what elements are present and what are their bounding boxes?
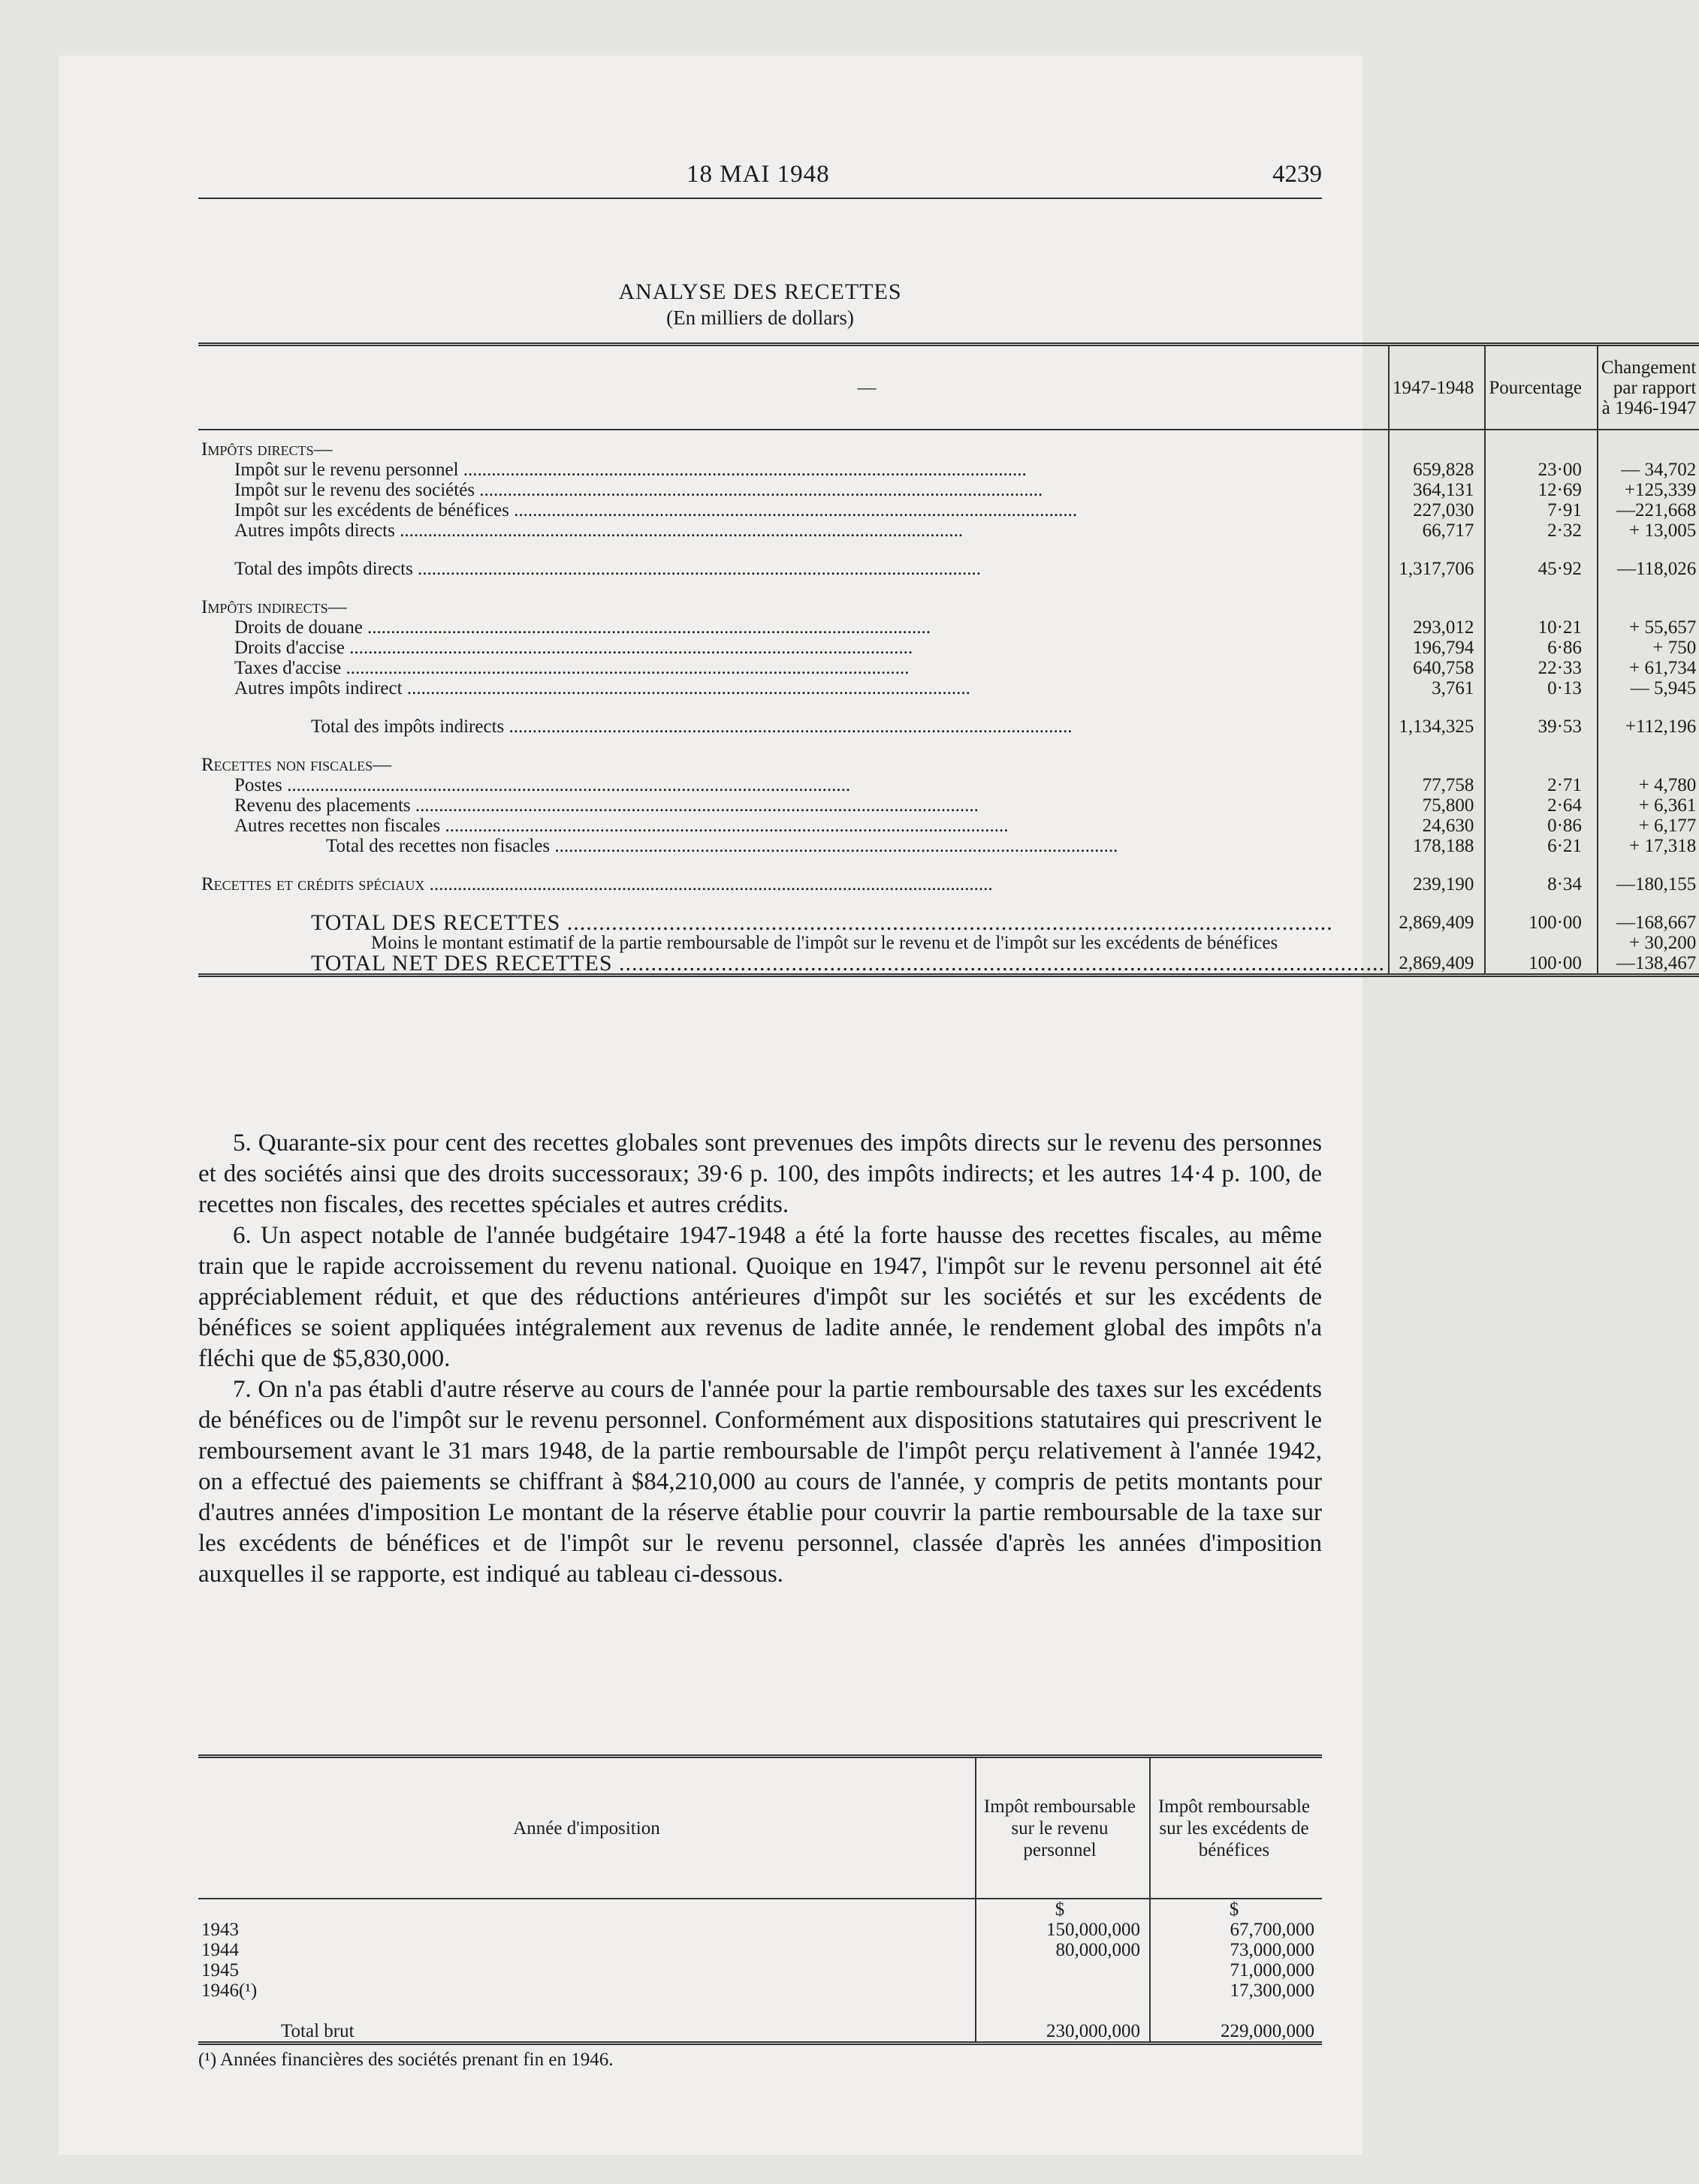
header-date: 18 MAI 1948	[687, 161, 830, 188]
spacer-row	[198, 698, 1699, 716]
body-text	[198, 1128, 1322, 1590]
page	[59, 56, 1697, 2155]
table-row: Droits de douane ........................................................................................................................ 293,012 10·21 + 55,657	[198, 617, 1699, 638]
revenue-table	[198, 342, 1699, 977]
col-header-tax-year: Année d'imposition	[198, 1757, 976, 1899]
col-header-change	[1598, 345, 1699, 430]
col-header-change-line1: Changement	[1601, 357, 1697, 378]
col-header-personal: Impôt remboursable sur le revenu personnel	[976, 1757, 1150, 1899]
revenue-table-header	[198, 345, 1699, 430]
spacer-row	[198, 856, 1699, 874]
table-row: 1943 150,000,000 67,700,000	[198, 1920, 1322, 1940]
less-refundable-row: Moins le montant estimatif de la partie remboursable de l'impôt sur le revenu et de l'impôt sur les excédents de bénéfices + 30,200	[198, 933, 1699, 953]
col-header-year: 1947-1948	[1389, 345, 1485, 430]
col-header-item: —	[198, 345, 1389, 430]
col-header-excess: Impôt remboursable sur les excédents de bénéfices	[1150, 1757, 1322, 1899]
page-header	[198, 153, 1322, 188]
col-header-change-line2: par rapport	[1613, 377, 1697, 398]
paragraph-5: 5. Quarante-six pour cent des recettes globales sont prevenues des impôts directs sur le revenu des personnes et des sociétés ainsi que des droits successoraux; 39·6 p. 100, des impôts indirects; et les autres 14·4 p. 100, de recettes non fiscales, des recettes spéciales et autres crédits.	[198, 1130, 1322, 1218]
table-row: Autres impôts indirect ........................................................................................................................ 3,761 0·13 — 5,945	[198, 678, 1699, 698]
currency-symbol: $	[1150, 1899, 1322, 1920]
total-row-indirect: Total des impôts indirects ........................................................................................................................ 1,134,325 39·53 +112,196	[198, 716, 1699, 737]
paragraph-6: 6. Un aspect notable de l'année budgétaire 1947-1948 a été la forte hausse des recettes fiscales, au même train que le rapide accroissement du revenu national. Quoique en 1947, l'impôt sur le revenu personnel ait été appréciablement réduit, et que des réductions antérieures d'impôt sur les sociétés et sur les excédents de bénéfices se soient appliquées intégralement aux revenus de ladite année, le rendement global des impôts n'a fléchi que de $5,830,000.	[198, 1222, 1322, 1372]
footnote: (¹) Années financières des sociétés prenant fin en 1946.	[198, 2050, 614, 2070]
currency-symbol: $	[976, 1899, 1150, 1920]
col-header-percentage: Pourcentage	[1485, 345, 1598, 430]
spacer-row	[198, 430, 1699, 439]
table-row: 1946(¹) 17,300,000	[198, 1980, 1322, 2001]
section-heading-indirect: Impôts indirects—	[198, 597, 1699, 617]
table-row: Postes ........................................................................................................................ 77,758 2·71 + 4,780	[198, 775, 1699, 795]
header-rule	[198, 198, 1322, 199]
col-header-change-line3: à 1946-1947	[1601, 397, 1697, 418]
total-row-direct: Total des impôts directs ........................................................................................................................ 1,317,706 45·92 —118,026	[198, 559, 1699, 579]
table-row: Impôt sur le revenu personnel ........................................................................................................................ 659,828 23·00 — 34,702	[198, 460, 1699, 480]
table-row: 1945 71,000,000	[198, 1960, 1322, 1980]
table-row: Droits d'accise ........................................................................................................................ 196,794 6·86 + 750	[198, 638, 1699, 658]
table-row: Revenu des placements ........................................................................................................................ 75,800 2·64 + 6,361	[198, 795, 1699, 816]
spacer-row	[198, 541, 1699, 559]
refund-total-row: Total brut 230,000,000 229,000,000	[198, 2021, 1322, 2044]
table-row: Impôt sur le revenu des sociétés ........................................................................................................................ 364,131 12·69 +125,339	[198, 480, 1699, 500]
total-row-nontax: Total des recettes non fisacles ........................................................................................................................ 178,188 6·21 + 17,318	[198, 836, 1699, 856]
table-row: Impôt sur les excédents de bénéfices ........................................................................................................................ 227,030 7·91 —221,668	[198, 500, 1699, 520]
refund-table	[198, 1754, 1322, 2045]
table-row: Taxes d'accise ........................................................................................................................ 640,758 22·33 + 61,734	[198, 658, 1699, 678]
table-row: Autres impôts directs ........................................................................................................................ 66,717 2·32 + 13,005	[198, 520, 1699, 541]
special-row: Recettes et crédits spéciaux ........................................................................................................................ 239,190 8·34 —180,155	[198, 874, 1699, 894]
header-page-number: 4239	[1272, 161, 1322, 188]
spacer-row	[198, 737, 1699, 755]
currency-row	[198, 1899, 1322, 1920]
revenue-table-title: ANALYSE DES RECETTES	[618, 279, 902, 304]
table-row: Autres recettes non fiscales ........................................................................................................................ 24,630 0·86 + 6,177	[198, 816, 1699, 836]
refund-table-header	[198, 1757, 1322, 1899]
spacer-row	[198, 2001, 1322, 2021]
section-heading-nontax: Recettes non fiscales—	[198, 755, 1699, 775]
grand-total-row: TOTAL DES RECETTES ........................................................................................................................ 2,869,409 100·00 —168,667	[198, 913, 1699, 933]
table-row: 1944 80,000,000 73,000,000	[198, 1940, 1322, 1960]
net-total-row: TOTAL NET DES RECETTES ........................................................................................................................ 2,869,409 100·00 —138,467	[198, 953, 1699, 976]
paragraph-7: 7. On n'a pas établi d'autre réserve au cours de l'année pour la partie remboursable des taxes sur les excédents de bénéfices ou de l'impôt sur le revenu personnel. Conformément aux dispositions statutaires qui prescrivent le remboursement avant le 31 mars 1948, de la partie remboursable de l'impôt perçu relativement à l'année 1942, on a effectué des paiements se chiffrant à $84,210,000 au cours de l'année, y compris de petits montants pour d'autres années d'imposition Le montant de la réserve établie pour couvrir la partie remboursable de la taxe sur les excédents de bénéfices et de l'impôt sur le revenu personnel, classée d'après les années d'imposition auxquelles il se rapporte, est indiqué au tableau ci-dessous.	[198, 1376, 1322, 1588]
section-heading-direct: Impôts directs—	[198, 439, 1699, 460]
spacer-row	[198, 579, 1699, 597]
revenue-table-subtitle: (En milliers de dollars)	[666, 306, 854, 329]
